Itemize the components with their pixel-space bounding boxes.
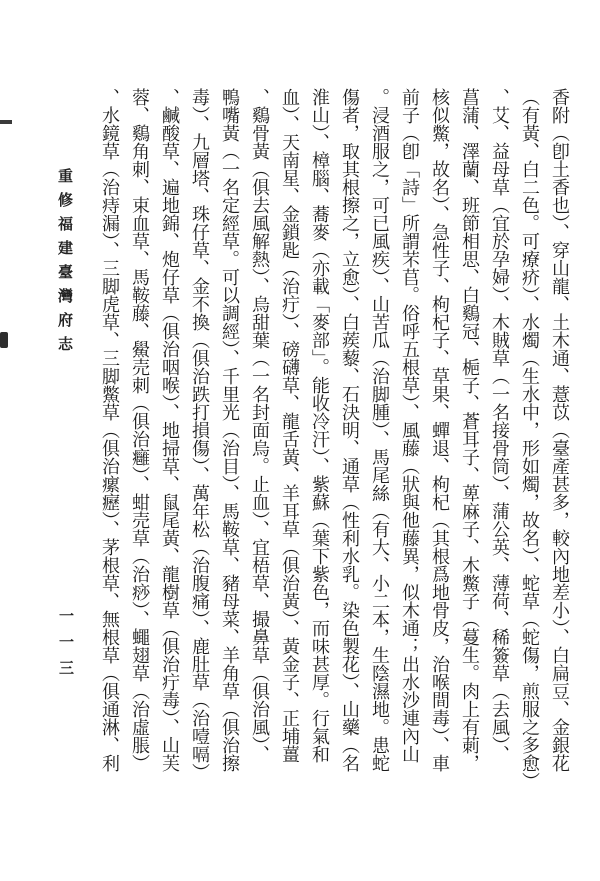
text-column: 蓉、鷄角刺、束血草、馬鞍藤、鱟売刺（俱治癰）、蚶売草（治痧）、蠅翅草（治虛脹） <box>130 88 150 772</box>
text-column: 淮山）、樟腦、蕎麥（亦載「麥部」。能收冷汗）、紫蘇（葉下紫色，而味甚厚。行氣和 <box>310 88 330 763</box>
text-column: 、鷄骨黃（俱去風解熱）、烏甜葉（一名封面烏。止血）、宜梧草、撮鼻草（俱治風）、 <box>250 88 270 763</box>
text-column: 香附（卽土香也）、穿山龍、土木通、薏苡（臺產甚多，較內地差小）、白扁豆、金銀花 <box>550 88 570 772</box>
text-column: 、水鏡草（治痔漏）、三脚虎草、三脚鱉草（俱治瘰癧）、茅根草、無根草（俱通淋、利 <box>100 88 120 772</box>
text-column: 菖蒲、澤蘭、班節相思、白鷄冠、梔子、蒼耳子、萆麻子、木鱉子（蔓生。肉上有莿， <box>460 88 480 772</box>
text-column: 核似鱉，故名）、急性子、枸杞子、草果、蟬退、枸杞（其根爲地骨皮，治喉間毒）、車 <box>430 88 450 772</box>
text-column: 、艾、益母草（宜於孕婦）、木賊草（一名接骨筒）、蒲公英、薄荷、稀簽草（去風）、 <box>490 88 510 763</box>
text-column: 。浸酒服之，可已風疾）、山苦瓜（治脚腫）、馬尾絲（有大、小二本，生陰濕地。患蛇 <box>370 88 390 772</box>
text-column: 、鹹酸草、遍地錦、炮仔草（俱治咽喉）、地掃草、鼠尾黃、龍樹草（俱治疔毒）、山芙 <box>160 88 180 772</box>
book-title-label: 重修福建臺灣府志 <box>56 168 72 360</box>
text-column: 傷者，取其根擦之，立愈）、白蒺藜、石決明、通草（性利水乳。染色製花）、山藥（名 <box>340 88 360 772</box>
text-column: （有黃、白二色。可療疥）、水燭（生水中，形如燭，故名）、蛇草（蛇傷，煎服之多愈） <box>520 88 540 790</box>
scan-artifact <box>0 120 12 124</box>
text-column: 毒）、九層塔、珠仔草、金不換（俱治跌打損傷）、萬年松（治腹痛）、鹿肚草（治噎嗝） <box>190 88 210 781</box>
text-column: 前子（卽「詩」所謂芣苢。俗呼五根草）、風藤（狀與他藤異，似木通；出水沙連內山 <box>400 88 420 763</box>
text-column: 血）、天南星、金鎖匙（治疔）、磅礴草、龍舌黃、羊耳草（俱治黃）、黃金子、正埔薑 <box>280 88 300 763</box>
text-columns <box>95 88 575 814</box>
page-number: 一一三 <box>57 608 73 686</box>
scan-artifact <box>0 332 8 348</box>
text-column: 鴨嘴黃（一名定經草。可以調經）、千里光（治目）、馬鞍草、豬母菜、羊角草（俱治擦 <box>220 88 240 772</box>
